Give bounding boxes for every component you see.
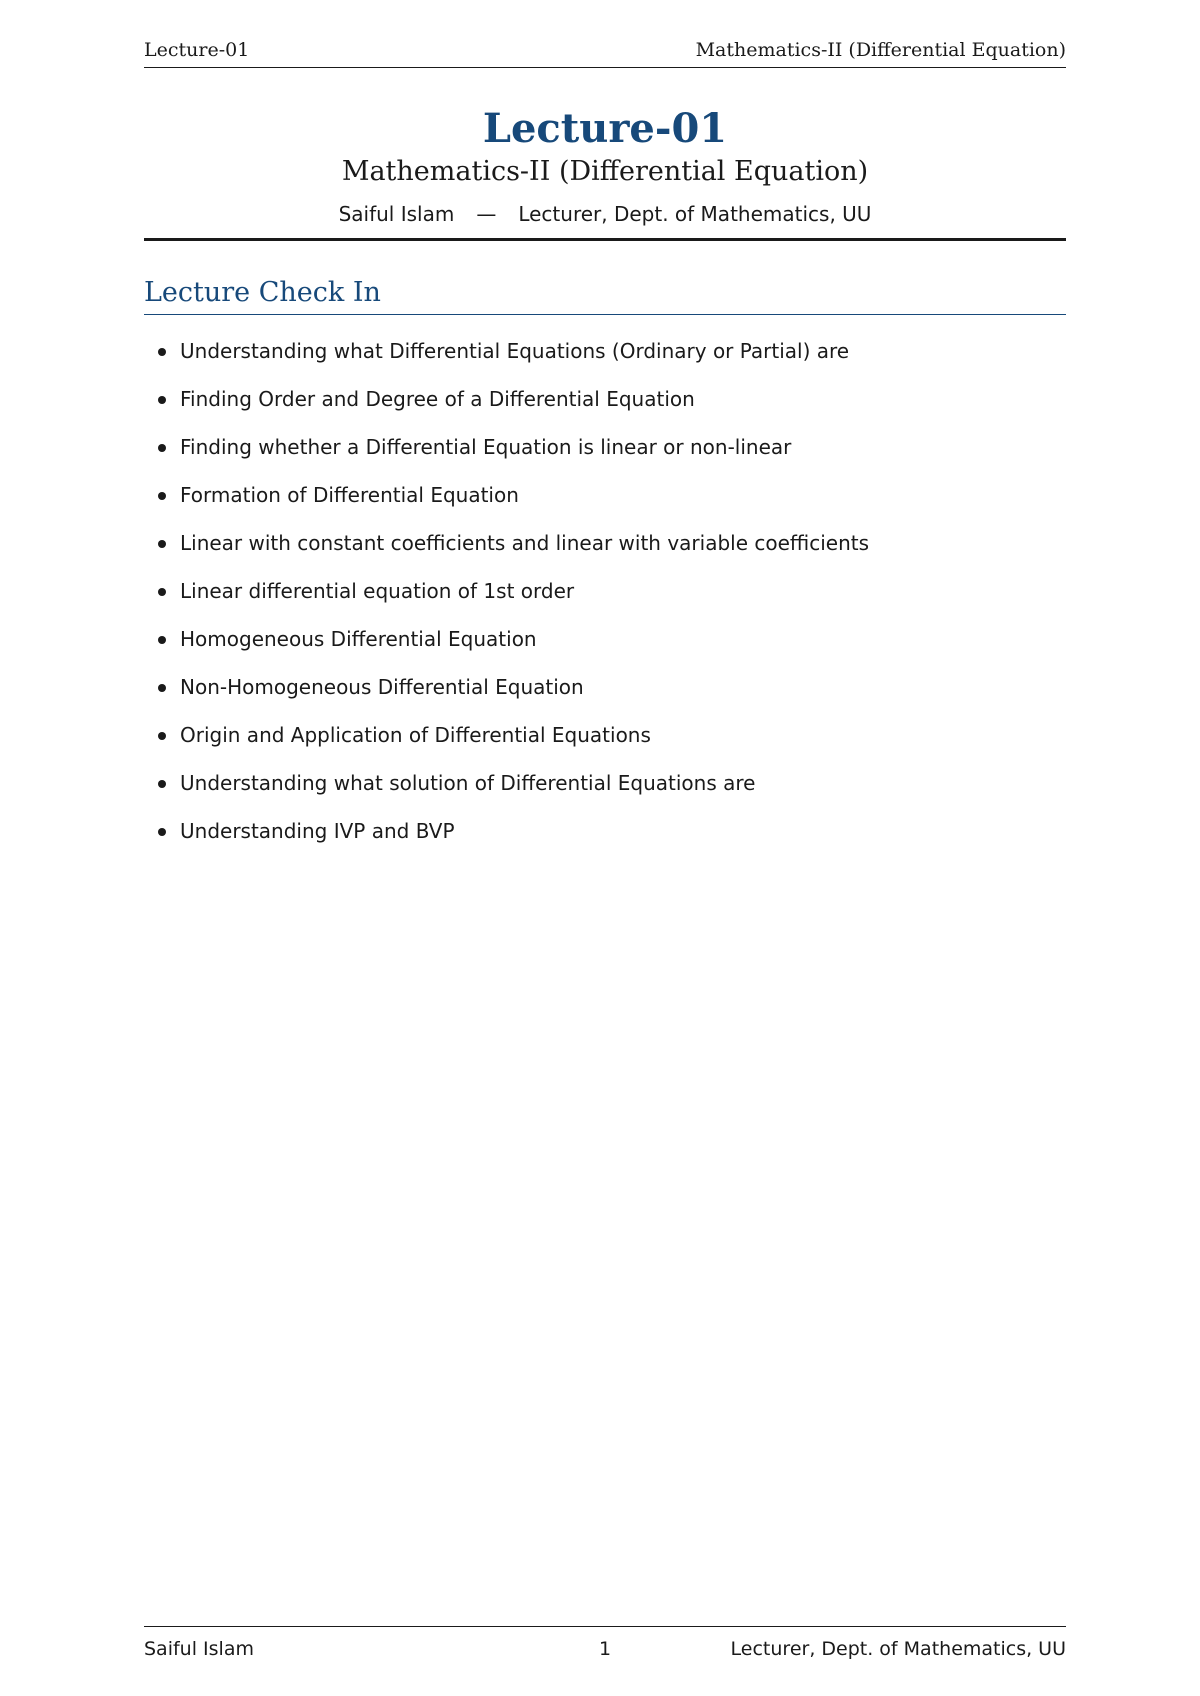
course-subtitle: Mathematics-II (Differential Equation): [341, 156, 869, 187]
list-item: [144, 526, 1066, 574]
bullet-icon: [158, 780, 166, 788]
header-left: Lecture-01: [144, 39, 250, 61]
list-item: [144, 814, 1066, 862]
list-item-text: Linear differential equation of 1st order: [180, 579, 575, 603]
list-item-text: Finding Order and Degree of a Differential Equation: [180, 387, 695, 411]
bullet-icon: [158, 396, 166, 404]
header-right: Mathematics-II (Differential Equation): [695, 39, 1066, 61]
footer-rule: [144, 1626, 1066, 1627]
list-item-text: Understanding what solution of Differential Equations are: [180, 771, 756, 795]
footer-left: Saiful Islam: [144, 1638, 254, 1660]
list-item: [144, 622, 1066, 670]
list-item: [144, 670, 1066, 718]
author-affiliation: Lecturer, Dept. of Mathematics, UU: [518, 202, 872, 226]
list-item: [144, 334, 1066, 382]
section-rule: [144, 314, 1066, 315]
lecture-title: Lecture-01: [482, 105, 728, 152]
page-number: 1: [598, 1638, 612, 1660]
list-item: [144, 766, 1066, 814]
author-line: [144, 201, 1066, 227]
list-item: [144, 478, 1066, 526]
topic-list: [144, 334, 1066, 862]
bullet-icon: [158, 444, 166, 452]
list-item-text: Finding whether a Differential Equation is linear or non-linear: [180, 435, 792, 459]
list-item-text: Formation of Differential Equation: [180, 483, 519, 507]
bullet-icon: [158, 588, 166, 596]
footer-right: Lecturer, Dept. of Mathematics, UU: [730, 1638, 1066, 1660]
author-separator: —: [476, 202, 497, 226]
list-item-text: Non-Homogeneous Differential Equation: [180, 675, 584, 699]
document-page: [144, 0, 1066, 1696]
author-name: Saiful Islam: [338, 202, 455, 226]
bullet-icon: [158, 828, 166, 836]
list-item-text: Understanding what Differential Equations (Ordinary or Partial) are: [180, 339, 850, 363]
list-item-text: Linear with constant coefficients and linear with variable coefficients: [180, 531, 870, 555]
bullet-icon: [158, 492, 166, 500]
title-rule: [144, 238, 1066, 241]
running-header: [144, 38, 1066, 62]
list-item: [144, 430, 1066, 478]
bullet-icon: [158, 684, 166, 692]
bullet-icon: [158, 540, 166, 548]
bullet-icon: [158, 636, 166, 644]
bullet-icon: [158, 348, 166, 356]
list-item-text: Homogeneous Differential Equation: [180, 627, 537, 651]
section-title: Lecture Check In: [144, 277, 381, 308]
header-rule: [144, 67, 1066, 68]
list-item: [144, 574, 1066, 622]
list-item-text: Origin and Application of Differential Equations: [180, 723, 651, 747]
list-item-text: Understanding IVP and BVP: [180, 819, 455, 843]
bullet-icon: [158, 732, 166, 740]
list-item: [144, 718, 1066, 766]
list-item: [144, 382, 1066, 430]
